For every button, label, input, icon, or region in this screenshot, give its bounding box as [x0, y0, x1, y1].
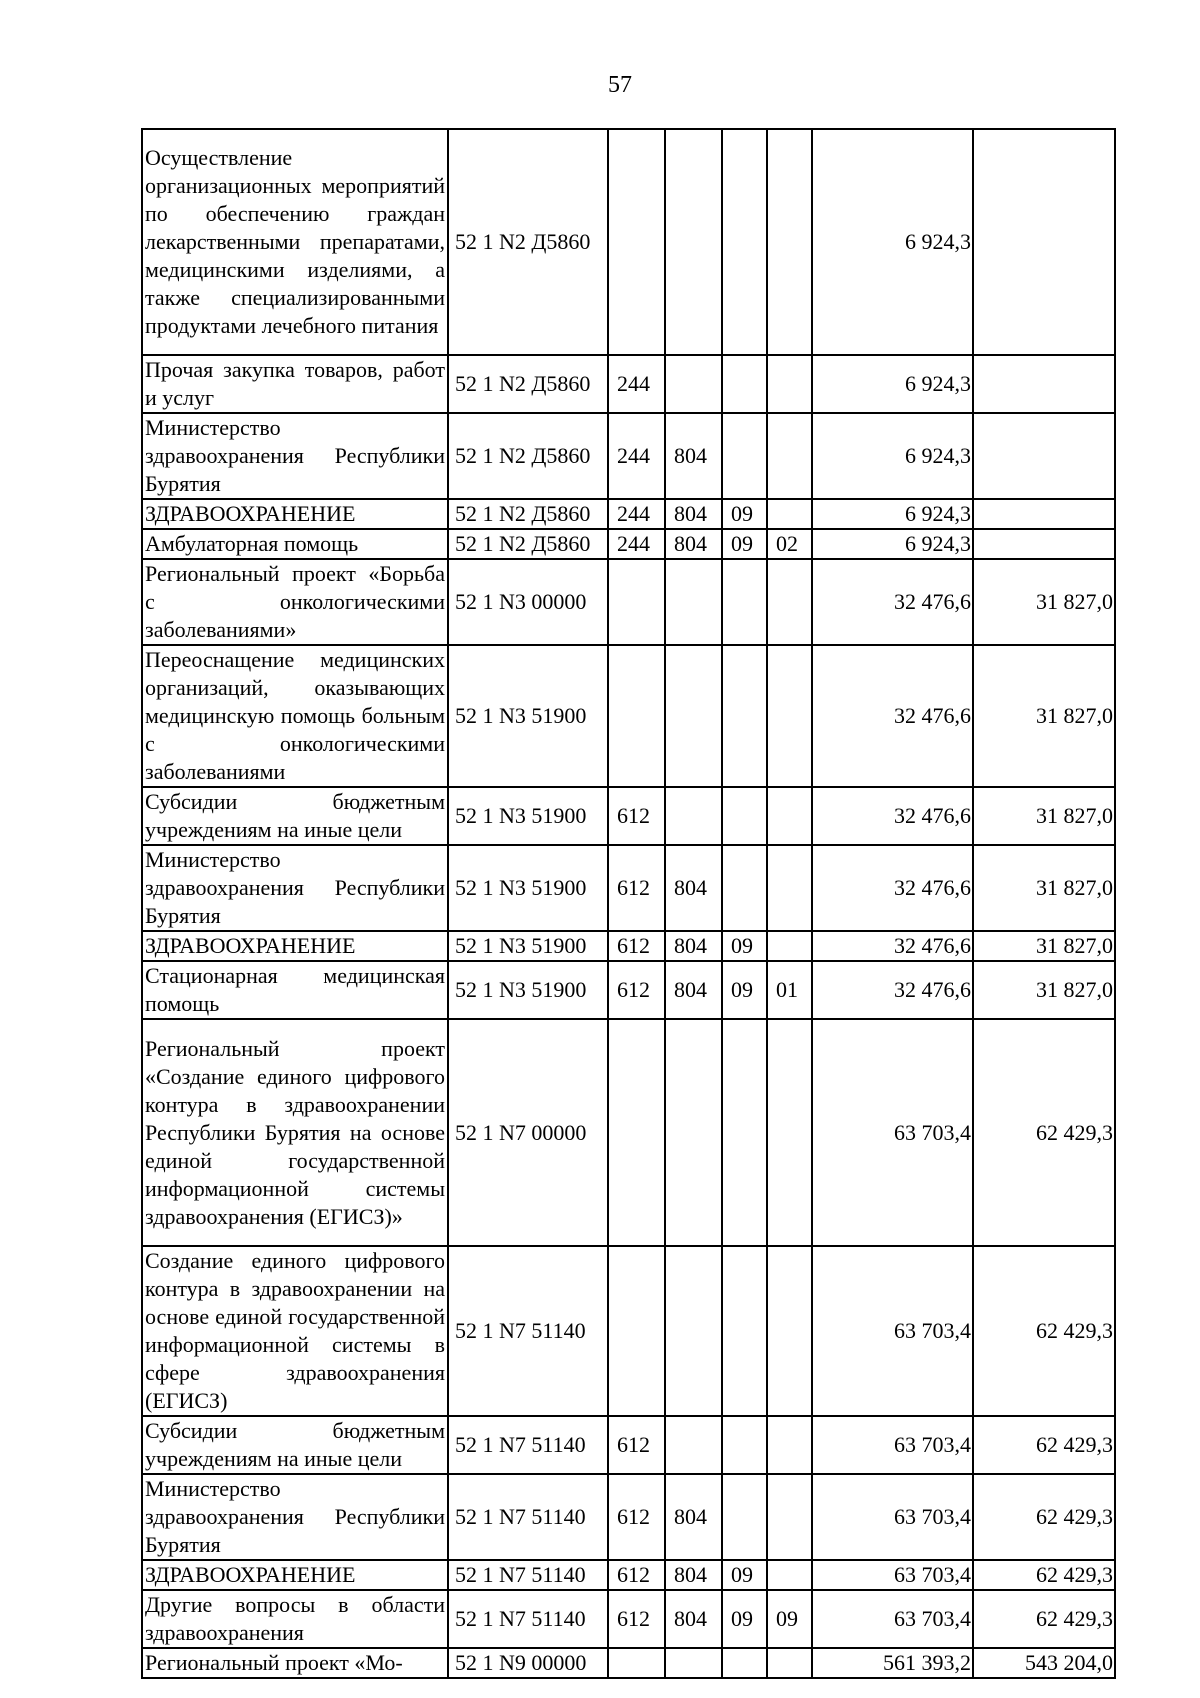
cell-target-code: 52 1 N7 51140 — [448, 1474, 608, 1560]
cell-expense-type: 612 — [608, 961, 665, 1019]
cell-amount-year1: 6 924,3 — [812, 499, 973, 529]
cell-target-code: 52 1 N2 Д5860 — [448, 529, 608, 559]
cell-amount-year1: 6 924,3 — [812, 413, 973, 499]
cell-department-code: 804 — [665, 1474, 722, 1560]
cell-amount-year2: 62 429,3 — [973, 1019, 1115, 1246]
cell-amount-year1: 32 476,6 — [812, 931, 973, 961]
cell-amount-year1: 63 703,4 — [812, 1560, 973, 1590]
cell-name: Прочая закупка товаров, работ и услуг — [142, 355, 448, 413]
budget-table — [141, 128, 1116, 1679]
cell-name: Министерство здравоохранения Республики Бурятия — [142, 413, 448, 499]
table-row — [142, 1560, 1115, 1590]
cell-expense-type: 244 — [608, 499, 665, 529]
cell-department-code — [665, 129, 722, 355]
cell-department-code — [665, 559, 722, 645]
table-row — [142, 413, 1115, 499]
cell-department-code — [665, 355, 722, 413]
cell-amount-year2: 543 204,0 — [973, 1648, 1115, 1678]
cell-target-code: 52 1 N3 51900 — [448, 961, 608, 1019]
cell-expense-type: 244 — [608, 529, 665, 559]
cell-target-code: 52 1 N3 00000 — [448, 559, 608, 645]
cell-amount-year2 — [973, 355, 1115, 413]
cell-expense-type: 612 — [608, 1560, 665, 1590]
cell-amount-year1: 32 476,6 — [812, 845, 973, 931]
cell-amount-year2: 31 827,0 — [973, 961, 1115, 1019]
cell-section — [722, 645, 767, 787]
cell-amount-year2: 62 429,3 — [973, 1474, 1115, 1560]
cell-subsection — [767, 931, 812, 961]
table-row — [142, 529, 1115, 559]
cell-amount-year2: 31 827,0 — [973, 645, 1115, 787]
cell-amount-year2: 31 827,0 — [973, 787, 1115, 845]
cell-subsection — [767, 129, 812, 355]
cell-section — [722, 1416, 767, 1474]
budget-table-body — [142, 129, 1115, 1678]
cell-expense-type: 612 — [608, 1416, 665, 1474]
cell-subsection — [767, 1560, 812, 1590]
cell-amount-year2: 31 827,0 — [973, 559, 1115, 645]
table-row — [142, 1246, 1115, 1416]
cell-department-code: 804 — [665, 931, 722, 961]
cell-section — [722, 559, 767, 645]
cell-expense-type: 612 — [608, 931, 665, 961]
page-number: 57 — [608, 72, 632, 98]
table-row — [142, 1019, 1115, 1246]
cell-name: Стационарная медицинская помощь — [142, 961, 448, 1019]
cell-amount-year2 — [973, 529, 1115, 559]
cell-expense-type — [608, 1246, 665, 1416]
cell-name: ЗДРАВООХРАНЕНИЕ — [142, 499, 448, 529]
cell-amount-year1: 63 703,4 — [812, 1416, 973, 1474]
cell-name: Региональный проект «Создание единого цифрового контура в здравоохранении Республики Бурятия на основе единой государственной информационной системы здравоохранения (ЕГИСЗ)» — [142, 1019, 448, 1246]
cell-section: 09 — [722, 961, 767, 1019]
cell-subsection: 01 — [767, 961, 812, 1019]
cell-department-code — [665, 1246, 722, 1416]
cell-amount-year2: 62 429,3 — [973, 1416, 1115, 1474]
table-row — [142, 499, 1115, 529]
cell-name: Субсидии бюджетным учреждениям на иные цели — [142, 1416, 448, 1474]
cell-section — [722, 1474, 767, 1560]
cell-target-code: 52 1 N2 Д5860 — [448, 129, 608, 355]
cell-section — [722, 355, 767, 413]
cell-subsection — [767, 1648, 812, 1678]
cell-target-code: 52 1 N2 Д5860 — [448, 413, 608, 499]
cell-section: 09 — [722, 529, 767, 559]
cell-department-code: 804 — [665, 1560, 722, 1590]
cell-section: 09 — [722, 1590, 767, 1648]
cell-target-code: 52 1 N2 Д5860 — [448, 355, 608, 413]
cell-expense-type — [608, 559, 665, 645]
cell-amount-year2: 62 429,3 — [973, 1246, 1115, 1416]
table-row — [142, 1474, 1115, 1560]
cell-name: ЗДРАВООХРАНЕНИЕ — [142, 1560, 448, 1590]
cell-expense-type — [608, 129, 665, 355]
cell-expense-type: 612 — [608, 845, 665, 931]
cell-section — [722, 1019, 767, 1246]
cell-amount-year2: 31 827,0 — [973, 845, 1115, 931]
cell-amount-year1: 32 476,6 — [812, 787, 973, 845]
cell-amount-year2 — [973, 129, 1115, 355]
cell-expense-type: 612 — [608, 1474, 665, 1560]
cell-expense-type: 612 — [608, 787, 665, 845]
cell-amount-year2: 62 429,3 — [973, 1560, 1115, 1590]
cell-amount-year1: 32 476,6 — [812, 559, 973, 645]
cell-target-code: 52 1 N3 51900 — [448, 845, 608, 931]
cell-department-code: 804 — [665, 961, 722, 1019]
cell-subsection — [767, 787, 812, 845]
cell-amount-year1: 63 703,4 — [812, 1246, 973, 1416]
cell-subsection — [767, 1474, 812, 1560]
cell-name: Министерство здравоохранения Республики Бурятия — [142, 845, 448, 931]
cell-amount-year1: 63 703,4 — [812, 1019, 973, 1246]
cell-subsection — [767, 499, 812, 529]
cell-section — [722, 1648, 767, 1678]
cell-amount-year1: 561 393,2 — [812, 1648, 973, 1678]
cell-name: Другие вопросы в области здравоохранения — [142, 1590, 448, 1648]
table-row — [142, 645, 1115, 787]
cell-section — [722, 129, 767, 355]
cell-subsection — [767, 1019, 812, 1246]
cell-target-code: 52 1 N7 00000 — [448, 1019, 608, 1246]
cell-amount-year1: 6 924,3 — [812, 529, 973, 559]
table-row — [142, 787, 1115, 845]
cell-target-code: 52 1 N7 51140 — [448, 1590, 608, 1648]
cell-expense-type — [608, 645, 665, 787]
cell-amount-year1: 6 924,3 — [812, 129, 973, 355]
cell-amount-year2: 31 827,0 — [973, 931, 1115, 961]
cell-amount-year2 — [973, 413, 1115, 499]
cell-department-code — [665, 1648, 722, 1678]
cell-section — [722, 413, 767, 499]
cell-target-code: 52 1 N2 Д5860 — [448, 499, 608, 529]
cell-amount-year1: 63 703,4 — [812, 1590, 973, 1648]
cell-section: 09 — [722, 1560, 767, 1590]
cell-department-code — [665, 645, 722, 787]
cell-section — [722, 1246, 767, 1416]
cell-department-code — [665, 1019, 722, 1246]
cell-expense-type — [608, 1648, 665, 1678]
cell-name: Министерство здравоохранения Республики Бурятия — [142, 1474, 448, 1560]
cell-department-code: 804 — [665, 845, 722, 931]
cell-subsection — [767, 645, 812, 787]
cell-department-code — [665, 1416, 722, 1474]
cell-amount-year1: 63 703,4 — [812, 1474, 973, 1560]
cell-name: Осуществление организационных мероприятий по обеспечению граждан лекарственными препаратами, медицинскими изделиями, а также специализированными продуктами лечебного питания — [142, 129, 448, 355]
table-row — [142, 1416, 1115, 1474]
cell-target-code: 52 1 N3 51900 — [448, 645, 608, 787]
cell-subsection: 09 — [767, 1590, 812, 1648]
cell-amount-year1: 6 924,3 — [812, 355, 973, 413]
table-row — [142, 355, 1115, 413]
cell-section: 09 — [722, 931, 767, 961]
cell-target-code: 52 1 N3 51900 — [448, 787, 608, 845]
cell-amount-year1: 32 476,6 — [812, 645, 973, 787]
table-row — [142, 559, 1115, 645]
cell-name: Региональный проект «Борьба с онкологическими заболеваниями» — [142, 559, 448, 645]
cell-expense-type — [608, 1019, 665, 1246]
cell-name: ЗДРАВООХРАНЕНИЕ — [142, 931, 448, 961]
cell-department-code: 804 — [665, 499, 722, 529]
cell-department-code: 804 — [665, 529, 722, 559]
cell-expense-type: 244 — [608, 413, 665, 499]
table-row — [142, 845, 1115, 931]
cell-subsection — [767, 355, 812, 413]
cell-subsection — [767, 1246, 812, 1416]
cell-subsection — [767, 413, 812, 499]
cell-subsection: 02 — [767, 529, 812, 559]
table-row — [142, 129, 1115, 355]
cell-department-code: 804 — [665, 1590, 722, 1648]
cell-section: 09 — [722, 499, 767, 529]
table-row — [142, 1648, 1115, 1678]
cell-name: Переоснащение медицинских организаций, оказывающих медицинскую помощь больным с онкологическими заболеваниями — [142, 645, 448, 787]
cell-name: Региональный проект «Мо- — [142, 1648, 448, 1678]
cell-amount-year2 — [973, 499, 1115, 529]
cell-expense-type: 612 — [608, 1590, 665, 1648]
table-row — [142, 961, 1115, 1019]
cell-amount-year2: 62 429,3 — [973, 1590, 1115, 1648]
cell-target-code: 52 1 N7 51140 — [448, 1246, 608, 1416]
table-row — [142, 1590, 1115, 1648]
cell-department-code — [665, 787, 722, 845]
cell-target-code: 52 1 N7 51140 — [448, 1560, 608, 1590]
cell-subsection — [767, 845, 812, 931]
cell-target-code: 52 1 N3 51900 — [448, 931, 608, 961]
cell-section — [722, 845, 767, 931]
cell-amount-year1: 32 476,6 — [812, 961, 973, 1019]
table-row — [142, 931, 1115, 961]
cell-expense-type: 244 — [608, 355, 665, 413]
cell-name: Субсидии бюджетным учреждениям на иные цели — [142, 787, 448, 845]
cell-name: Создание единого цифрового контура в здравоохранении на основе единой государственной информационной системы в сфере здравоохранения (ЕГИСЗ) — [142, 1246, 448, 1416]
cell-subsection — [767, 1416, 812, 1474]
cell-name: Амбулаторная помощь — [142, 529, 448, 559]
cell-section — [722, 787, 767, 845]
cell-subsection — [767, 559, 812, 645]
cell-target-code: 52 1 N9 00000 — [448, 1648, 608, 1678]
cell-target-code: 52 1 N7 51140 — [448, 1416, 608, 1474]
cell-department-code: 804 — [665, 413, 722, 499]
